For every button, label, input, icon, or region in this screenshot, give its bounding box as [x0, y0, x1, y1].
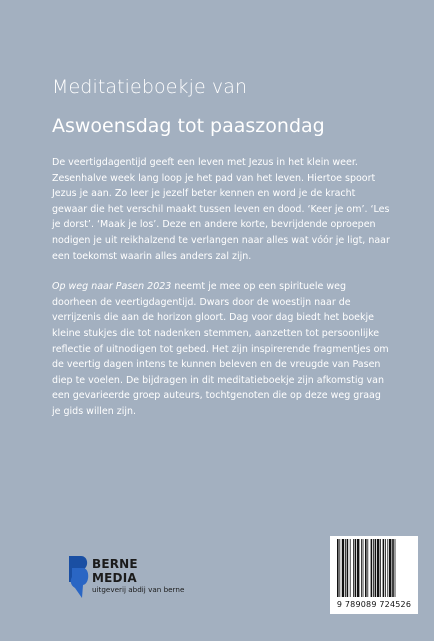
publisher-name-2: MEDIA — [92, 571, 137, 585]
publisher-tagline: uitgeverij abdij van berne — [92, 585, 185, 594]
berne-media-logo-icon — [62, 555, 90, 599]
title-line-2: Aswoensdag tot paaszondag — [52, 115, 325, 137]
barcode-bars — [335, 539, 413, 599]
publisher-name-1: BERNE — [92, 557, 138, 571]
blurb — [52, 155, 390, 420]
blurb-paragraph-2 — [52, 279, 390, 419]
blurb-paragraph-1: De veertigdagentijd geeft een leven met Jezus in het klein weer. Zesenhalve week lang loop je het pad van het leven. Hiertoe spoort Jezus je aan. Zo leer je jezelf beter kennen en word je de kracht gewaar die het verschil maakt tussen leven en dood. ‘Keer je om’. ‘Les je dorst’. ‘Maak je los’. Deze en andere korte, bevrijdende oproepen nodigen je uit reikhalzend te verlangen naar alles wat vóór je ligt, naar een toekomst waarin alles anders zal zijn. — [52, 157, 390, 262]
isbn-barcode — [330, 536, 418, 614]
blurb-paragraph-2-text: neemt je mee op een spirituele weg doorheen de veertigdagentijd. Dwars door de woestijn naar de verrijzenis die aan de horizon gloort. Dag voor dag biedt het boekje kleine stukjes die tot nadenken stemmen, aanzetten tot persoonlijke reflectie of uitnodigen tot gebed. Het zijn inspirerende fragmentjes om de veertig dagen intens te kunnen beleven en de vreugde van Pasen diep te voelen. De bijdragen in dit meditatieboekje zijn afkomstig van een gevarieerde groep auteurs, tochtgenoten die op deze weg graag je gids willen zijn. — [52, 281, 389, 417]
book-title-italic: Op weg naar Pasen 2023 — [52, 281, 172, 293]
publisher-logo — [62, 554, 232, 602]
title-line-1: Meditatieboekje van — [52, 76, 248, 98]
isbn-number: 9 789089 724526 — [336, 600, 412, 609]
